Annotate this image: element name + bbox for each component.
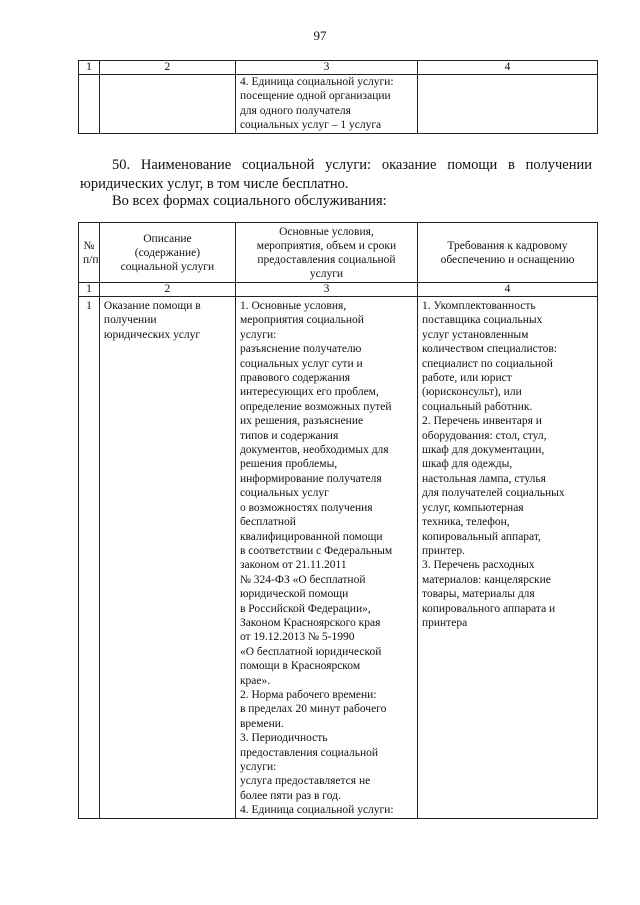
header-number xyxy=(79,223,100,283)
text-line: законом от 21.11.2011 xyxy=(239,559,347,572)
text-line: (юрисконсульт), или xyxy=(422,386,522,399)
text-line: решения проблемы, xyxy=(239,458,338,471)
text-line: юридических услуг xyxy=(103,328,201,341)
text-line: копировального аппарата и xyxy=(422,602,556,615)
text-line: «О бесплатной юридической xyxy=(239,645,382,658)
text-line: их решения, разъяснение xyxy=(239,415,364,428)
text-line: 4. Единица социальной услуги: xyxy=(239,804,394,817)
table-row xyxy=(79,75,598,134)
header-line: Основные условия, xyxy=(279,225,374,238)
text-line: Законом Красноярского края xyxy=(239,616,381,629)
text-line: 1. Укомплектованность xyxy=(422,300,536,312)
text-line: техника, телефон, xyxy=(422,516,510,529)
header-line: услуги xyxy=(309,267,344,280)
text-line: работе, или юрист xyxy=(422,372,512,385)
text-line: шкаф для одежды, xyxy=(422,458,513,471)
text-line: в соответствии с Федеральным xyxy=(239,544,393,557)
conditions-cell xyxy=(235,297,417,819)
column-number-2: 2 xyxy=(99,61,235,75)
text-line: социальных услуг сути и xyxy=(239,357,363,370)
column-number-1: 1 xyxy=(79,61,100,75)
description-cell xyxy=(99,297,235,819)
column-number-1: 1 xyxy=(79,283,100,297)
column-number-3: 3 xyxy=(235,283,417,297)
heading-line: юридических услуг, в том числе бесплатно. xyxy=(80,176,349,192)
text-line: 2. Норма рабочего времени: xyxy=(239,688,377,701)
header-line: Описание xyxy=(143,232,192,245)
text-line: крае». xyxy=(239,674,271,687)
text-line: копировальный аппарат, xyxy=(422,530,541,543)
header-line: № xyxy=(83,239,95,252)
header-line: предоставления социальной xyxy=(257,253,396,266)
text-line: настольная лампа, стулья xyxy=(422,472,546,485)
header-row xyxy=(79,223,598,283)
header-line: социальной услуги xyxy=(120,260,215,273)
text-line: в Российской Федерации», xyxy=(239,602,371,615)
text-line: услуги: xyxy=(239,328,277,341)
table-cell xyxy=(418,75,598,134)
header-requirements xyxy=(418,223,598,283)
table-cell xyxy=(79,75,100,134)
text-line: документов, необходимых для xyxy=(239,444,389,457)
section-heading xyxy=(80,156,592,194)
service-forms-line: Во всех формах социального обслуживания: xyxy=(112,193,387,209)
text-line: определение возможных путей xyxy=(239,400,392,413)
text-line: социальных услуг – 1 услуга xyxy=(239,119,382,132)
column-number-row xyxy=(79,61,598,75)
text-line: 4. Единица социальной услуги: xyxy=(239,76,394,88)
header-line: п/п xyxy=(83,253,99,266)
text-line: услуг установленным xyxy=(422,328,529,341)
text-line: мероприятия социальной xyxy=(239,314,364,327)
text-line: специалист по социальной xyxy=(422,357,553,370)
text-line: материалов: канцелярские xyxy=(422,573,551,586)
text-line: посещение одной организации xyxy=(239,90,391,103)
text-line: товары, материалы для xyxy=(422,588,535,601)
text-line: помощи в Красноярском xyxy=(239,660,361,673)
text-line: типов и содержания xyxy=(239,429,339,442)
header-conditions xyxy=(235,223,417,283)
text-line: времени. xyxy=(239,717,284,730)
text-line: количеством специалистов: xyxy=(422,343,557,356)
text-line: социальный работник. xyxy=(422,400,533,413)
continued-table xyxy=(78,60,598,134)
text-line: для получателей социальных xyxy=(422,487,565,500)
text-line: бесплатной xyxy=(239,516,296,529)
column-number-3: 3 xyxy=(235,61,417,75)
text-line: от 19.12.2013 № 5-1990 xyxy=(239,631,355,644)
header-line: (содержание) xyxy=(134,246,201,259)
text-line: правового содержания xyxy=(239,372,351,385)
text-line: 3. Периодичность xyxy=(239,732,328,745)
table-row xyxy=(79,297,598,819)
text-line: принтера xyxy=(422,616,468,629)
table-cell xyxy=(99,75,235,134)
text-line: 3. Перечень расходных xyxy=(422,559,535,572)
text-line: 1. Основные условия, xyxy=(239,300,347,312)
text-line: получении xyxy=(103,314,157,327)
text-line: Оказание помощи в xyxy=(103,300,201,312)
row-number: 1 xyxy=(79,297,100,819)
column-number-4: 4 xyxy=(418,283,598,297)
text-line: услуга предоставляется не xyxy=(239,775,371,788)
text-line: поставщика социальных xyxy=(422,314,543,327)
header-line: мероприятия, объем и сроки xyxy=(256,239,397,252)
header-description xyxy=(99,223,235,283)
text-line: разъяснение получателю xyxy=(239,343,362,356)
header-line: обеспечению и оснащению xyxy=(440,253,575,266)
text-line: социальных услуг xyxy=(239,487,329,500)
text-line: услуги: xyxy=(239,761,277,773)
text-line: 2. Перечень инвентаря и xyxy=(422,415,542,428)
text-line: интересующих его проблем, xyxy=(239,386,379,399)
text-line: принтер. xyxy=(422,544,465,557)
text-line: услуг, компьютерная xyxy=(422,501,524,514)
text-line: в пределах 20 минут рабочего xyxy=(239,703,387,716)
service-unit-cell xyxy=(235,75,417,134)
column-number-row xyxy=(79,283,598,297)
page-number: 97 xyxy=(313,28,327,43)
column-number-2: 2 xyxy=(99,283,235,297)
text-line: шкаф для документации, xyxy=(422,444,545,457)
column-number-4: 4 xyxy=(418,61,598,75)
header-line: Требования к кадровому xyxy=(447,239,568,252)
heading-line: 50. Наименование социальной услуги: оказание помощи в получении xyxy=(112,157,592,173)
text-line: юридической помощи xyxy=(239,588,349,601)
text-line: оборудования: стол, стул, xyxy=(422,429,547,442)
text-line: о возможностях получения xyxy=(239,501,373,514)
requirements-cell xyxy=(418,297,598,819)
text-line: квалифицированной помощи xyxy=(239,530,383,543)
text-line: № 324-ФЗ «О бесплатной xyxy=(239,573,366,586)
text-line: предоставления социальной xyxy=(239,746,379,759)
text-line: информирование получателя xyxy=(239,472,382,485)
text-line: более пяти раз в год. xyxy=(239,789,341,802)
text-line: для одного получателя xyxy=(239,104,351,117)
service-table xyxy=(78,222,598,819)
